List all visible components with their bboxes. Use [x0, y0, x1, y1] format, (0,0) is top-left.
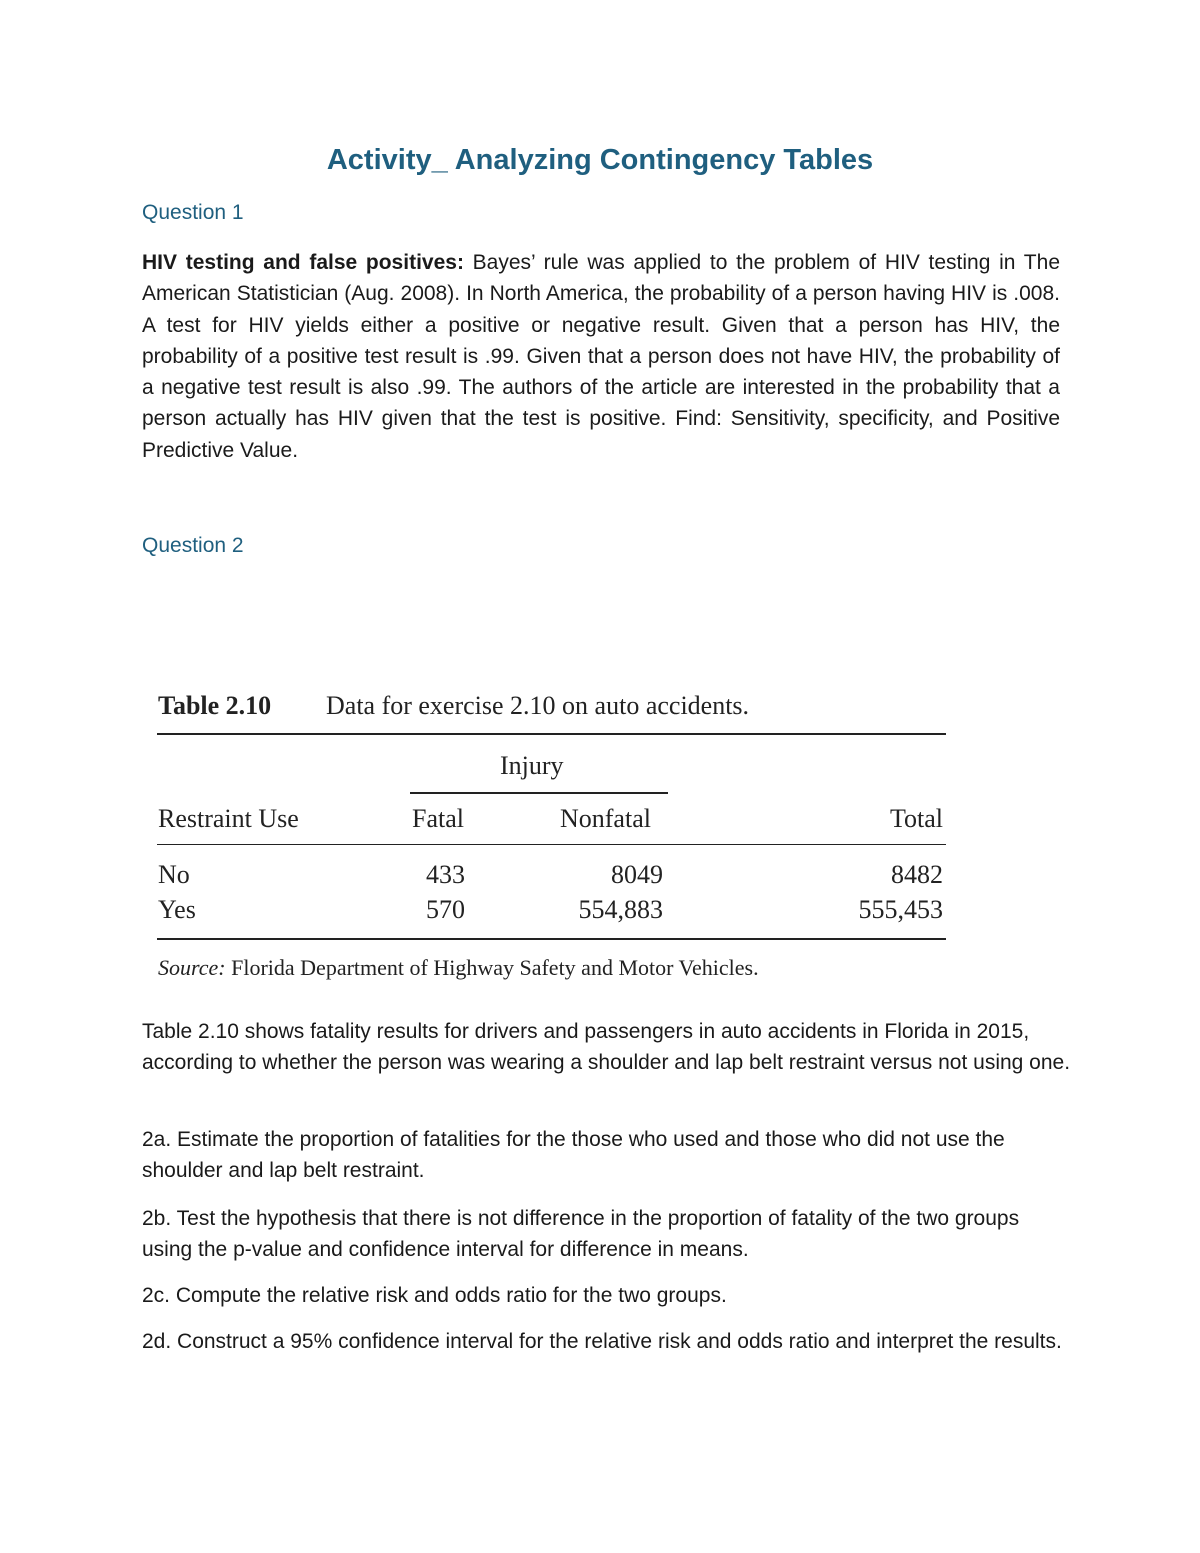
table-label: Table 2.10: [158, 691, 272, 720]
table-top-rule: [157, 733, 946, 735]
question-2a: 2a. Estimate the proportion of fatalities for the those who used and those who did not use the shoulder and lap belt restraint.: [142, 1128, 1005, 1182]
table-source-label: Source:: [158, 955, 226, 980]
page-title: Activity_ Analyzing Contingency Tables: [326, 144, 874, 176]
table-source-text: Florida Department of Highway Safety and Motor Vehicles.: [231, 955, 759, 980]
row-yes-fatal: 570: [426, 895, 465, 924]
question-2b: 2b. Test the hypothesis that there is not difference in the proportion of fatality of the two groups using the p-value and confidence interval for difference in means.: [142, 1207, 1020, 1261]
row-no-nonfatal: 8049: [611, 860, 663, 889]
col-header-nonfatal: Nonfatal: [560, 804, 651, 833]
question-1-body: Bayes’ rule was applied to the problem of HIV testing in The American Statistician (Aug. 2008). In North America, the probability of a person having HIV is .008. A test for HIV yields either a positive or negative result. Given that a person has HIV, the probability of a positive test result is .99. Given that a person does not have HIV, the probability of a negative test result is also .99. The authors of the article are interested in the probability that a person actually has HIV given that the test is positive. Find: Sensitivity, specificity, and Positive Predictive Value.: [142, 251, 1060, 462]
row-yes-nonfatal: 554,883: [578, 895, 663, 924]
question-2d: 2d. Construct a 95% confidence interval for the relative risk and odds ratio and interpret the results.: [142, 1330, 1062, 1353]
table-caption: [158, 690, 749, 722]
header-bottom-rule: [157, 844, 946, 845]
table-description: Table 2.10 shows fatality results for drivers and passengers in auto accidents in Florida in 2015, according to whether the person was wearing a shoulder and lap belt restraint versus not using one.: [142, 1020, 1071, 1074]
question-1-heading: Question 1: [142, 201, 244, 224]
row-no-total: 8482: [891, 860, 943, 889]
table-bottom-rule: [157, 938, 946, 940]
col-header-total: Total: [889, 804, 943, 833]
group-header-rule: [410, 792, 668, 794]
question-1-lead: HIV testing and false positives:: [142, 251, 464, 274]
question-1-text: [142, 247, 1060, 466]
row-no-fatal: 433: [426, 860, 465, 889]
col-header-restraint-use: Restraint Use: [158, 804, 299, 833]
table-caption-text: Data for exercise 2.10 on auto accidents.: [326, 691, 750, 720]
table-source: [158, 953, 759, 983]
question-2-heading: Question 2: [142, 534, 244, 557]
question-2c: 2c. Compute the relative risk and odds ratio for the two groups.: [142, 1284, 727, 1307]
row-no-label: No: [158, 860, 190, 889]
col-header-fatal: Fatal: [412, 804, 464, 833]
row-yes-label: Yes: [158, 895, 196, 924]
row-yes-total: 555,453: [858, 895, 943, 924]
table-group-header: Injury: [500, 751, 564, 780]
